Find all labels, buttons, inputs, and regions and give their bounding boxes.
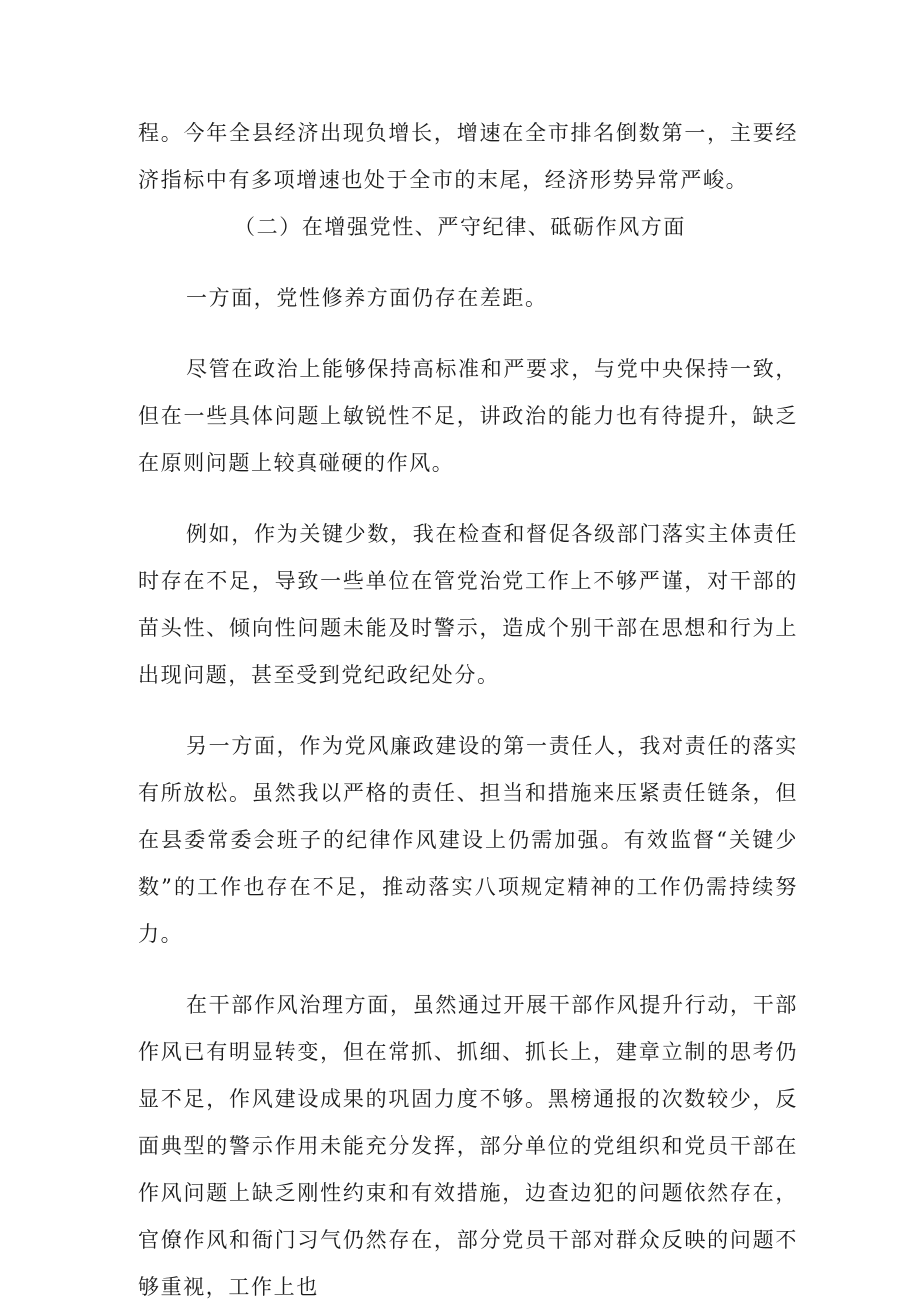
paragraph-political-standard: 尽管在政治上能够保持高标准和严要求，与党中央保持一致，但在一些具体问题上敏锐性不足，讲政治的能力也有待提升，缺乏在原则问题上较真碰硬的作风。 <box>138 357 798 475</box>
document-body <box>138 110 798 1311</box>
paragraph-party-spirit: 一方面，党性修养方面仍存在差距。 <box>186 286 548 310</box>
section-heading: （二）在增强党性、严守纪律、砥砺作风方面 <box>234 215 686 239</box>
paragraph-continuation: 程。今年全县经济出现负增长，增速在全市排名倒数第一，主要经济指标中有多项增速也处于全市的末尾，经济形势异常严峻。 <box>138 121 798 192</box>
paragraph-example: 例如，作为关键少数，我在检查和督促各级部门落实主体责任时存在不足，导致一些单位在管党治党工作上不够严谨，对干部的苗头性、倾向性问题未能及时警示，造成个别干部在思想和行为上出现问题，甚至受到党纪政纪处分。 <box>138 522 798 687</box>
paragraph-cadre-style: 在干部作风治理方面，虽然通过开展干部作风提升行动，干部作风已有明显转变，但在常抓、抓细、抓长上，建章立制的思考仍显不足，作风建设成果的巩固力度不够。黑榜通报的次数较少，反面典型的警示作用未能充分发挥，部分单位的党组织和党员干部在作风问题上缺乏刚性约束和有效措施，边查边犯的问题依然存在，官僚作风和衙门习气仍然存在，部分党员干部对群众反映的问题不够重视，工作上也 <box>138 993 798 1299</box>
paragraph-responsibility: 另一方面，作为党风廉政建设的第一责任人，我对责任的落实有所放松。虽然我以严格的责任、担当和措施来压紧责任链条，但在县委常委会班子的纪律作风建设上仍需加强。有效监督“关键少数”的工作也存在不足，推动落实八项规定精神的工作仍需持续努力。 <box>138 734 798 946</box>
